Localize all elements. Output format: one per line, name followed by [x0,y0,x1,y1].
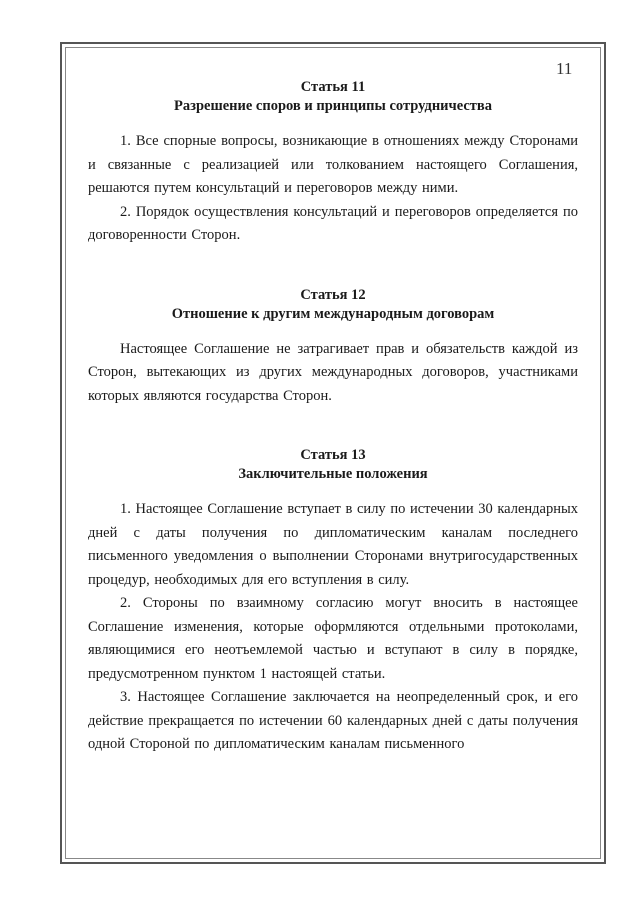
paragraph: 2. Порядок осуществления консультаций и переговоров определяется по договоренности Сторон. [88,203,578,243]
article-number: Статья 12 [300,286,366,303]
paragraph: Настоящее Соглашение не затрагивает прав и обязательств каждой из Сторон, вытекающих из других международных договоров, участниками которых являются государства Сторон. [88,340,578,404]
article-number: Статья 13 [300,447,366,463]
paragraph: 2. Стороны по взаимному согласию могут вносить в настоящее Соглашение изменения, которые оформляются отдельными протоколами, являющимися его неотъемлемой частью и вступают в силу в порядке, предусмотренном пунктом 1 настоящей статьи. [88,595,578,682]
paragraph: 1. Все спорные вопросы, возникающие в отношениях между Сторонами и связанные с реализацией или толкованием настоящего Соглашения, решаются путем консультаций и переговоров между ними. [88,133,578,196]
article-11-heading [88,78,578,116]
article-13-heading [88,446,578,484]
page-number: 11 [556,59,573,78]
article-number: Статья 11 [300,79,366,95]
article-title: Отношение к другим международным договорам [171,305,495,322]
paragraph: 1. Настоящее Соглашение вступает в силу по истечении 30 календарных дней с даты получения по дипломатическим каналам последнего письменного уведомления о выполнении Сторонами внутригосударственных процедур, необходимых для его вступления в силу. [88,501,578,588]
paragraph: 3. Настоящее Соглашение заключается на неопределенный срок, и его действие прекращается по истечении 60 календарных дней с даты получения одной Стороной по дипломатическим каналам письменного [88,689,578,752]
article-title: Разрешение споров и принципы сотрудничества [174,98,492,114]
article-title: Заключительные положения [238,466,428,482]
document-body [88,78,578,757]
article-12-heading [88,286,578,324]
